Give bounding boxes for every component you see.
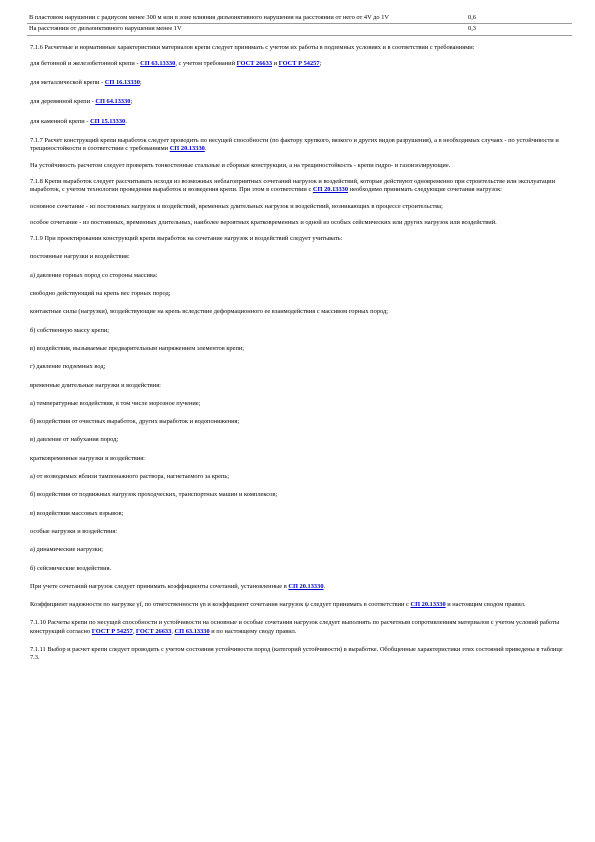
document-link[interactable]: СП 64.13330: [95, 98, 131, 106]
paragraph: [27, 546, 572, 554]
body-text: [27, 44, 572, 663]
paragraph: [27, 583, 572, 591]
paragraph-text: 7.1.8 Крепи выработок следует рассчитывать исходя из возможных неблагоприятных сочетаний нагрузок и воздействий, которые действуют одновременно при строительстве или эксплуатации выработок, с учетом технологии проведения выработок и возведения крепи. При этом в соответствии с: [30, 177, 556, 194]
paragraph-text: кратковременные нагрузки и воздействия:: [30, 454, 145, 462]
paragraph: [27, 253, 572, 261]
table-row: [27, 24, 572, 35]
paragraph-text: .: [323, 582, 326, 590]
paragraph-text: б) собственную массу крепи;: [30, 326, 110, 334]
paragraph-text: .: [125, 117, 127, 125]
paragraph: [27, 203, 572, 211]
document-link[interactable]: ГОСТ Р 54257: [91, 627, 133, 635]
paragraph-text: г) давление подземных вод;: [30, 363, 106, 371]
paragraph: [27, 327, 572, 335]
document-link[interactable]: СП 63.13330: [140, 59, 176, 67]
paragraph-text: и по настоящему своду правил.: [209, 627, 297, 635]
paragraph-text: контактные силы (нагрузки), воздействующие на крепь вследствие деформационного ее взаимодействия с массивом горных пород;: [30, 308, 389, 316]
paragraph: [27, 60, 572, 68]
paragraph: [27, 345, 572, 353]
paragraph: [27, 400, 572, 408]
document-link[interactable]: СП 20.13330: [410, 601, 446, 609]
paragraph: [27, 79, 572, 87]
paragraph: [27, 178, 572, 195]
paragraph: [27, 363, 572, 371]
paragraph-text: 7.1.7 Расчет конструкций крепи выработок следует проводить по несущей способности (по фактору хрупкого, вязкого и других видов разрушения), а в необходимых случаях - по устойчивости и трещиностойкости в соответствии с требованиями: [30, 137, 559, 153]
document-link[interactable]: ГОСТ Р 54257: [278, 59, 320, 67]
paragraph-text: для металлической крепи -: [30, 79, 105, 87]
paragraph: [27, 619, 572, 636]
paragraph-text: б) воздействия от очистных выработок, других выработок и водопонижения;: [30, 418, 240, 426]
paragraph-text: ,: [171, 627, 175, 635]
paragraph-text: .: [204, 145, 207, 153]
document-link[interactable]: ГОСТ 26633: [135, 627, 172, 635]
paragraph: [27, 137, 572, 154]
paragraph: [27, 162, 572, 170]
document-link[interactable]: ГОСТ 26633: [236, 59, 273, 67]
document-page: [27, 0, 572, 663]
paragraph-text: 7.1.9 При проектировании конструкций крепи выработок на сочетание нагрузок и воздействий следует учитывать:: [30, 235, 343, 243]
paragraph-text: и настоящим сводом правил.: [445, 601, 526, 609]
paragraph: [27, 382, 572, 390]
paragraph-text: ,: [132, 627, 136, 635]
paragraph-text: особые нагрузки и воздействия:: [30, 527, 118, 535]
paragraph-text: для бетонной и железобетонной крепи -: [30, 59, 141, 67]
paragraph-text: временные длительные нагрузки и воздействия:: [30, 381, 161, 389]
paragraph: [27, 491, 572, 499]
paragraph-text: основное сочетание - из постоянных нагрузок и воздействий, временных длительных нагрузок и воздействий, возникающих в процессе строительства;: [30, 202, 443, 210]
paragraph-text: ;: [139, 79, 142, 87]
table-cell-label: На расстоянии от дизъюнктивного нарушения менее 1V: [27, 24, 456, 35]
paragraph-text: необходимо принимать следующие сочетания нагрузок:: [348, 186, 502, 194]
paragraph-text: свободно действующий на крепь вес горных пород;: [30, 290, 171, 298]
table-cell-value: 0,6: [456, 13, 572, 24]
paragraph-text: а) от возводимых вблизи тампонажного раствора, нагнетаемого за крепь;: [30, 473, 230, 481]
paragraph: [27, 455, 572, 463]
paragraph-text: ;: [130, 98, 133, 106]
paragraph-text: а) температурные воздействия, в том числе морозное пучение;: [30, 399, 201, 407]
paragraph-text: и: [272, 59, 279, 67]
paragraph-text: а) динамические нагрузки;: [30, 546, 103, 554]
paragraph: [27, 118, 572, 126]
table-cell-label: В пластовом нарушении с радиусом менее 300 м или в зоне влияния дизъюнктивного нарушения на расстоянии от него от 4V до 1V: [27, 13, 456, 24]
paragraph: [27, 308, 572, 316]
paragraph: [27, 290, 572, 298]
paragraph-text: 7.1.6 Расчетные и нормативные характеристики материалов крепи следует принимать с учетом их работы в подземных условиях и в соответствии с требованиями:: [30, 43, 475, 51]
paragraph: [27, 510, 572, 518]
paragraph-text: б) воздействия от подвижных нагрузок проходческих, транспортных машин и комплексов;: [30, 491, 278, 499]
paragraph-text: При учете сочетаний нагрузок следует принимать коэффициенты сочетаний, установленные в: [30, 582, 289, 590]
paragraph: [27, 272, 572, 280]
paragraph: [27, 436, 572, 444]
paragraph: [27, 418, 572, 426]
paragraph: [27, 235, 572, 243]
paragraph-text: в) воздействия, вызываемые предварительным напряжением элементов крепи;: [30, 344, 245, 352]
paragraph: [27, 98, 572, 106]
document-link[interactable]: СП 20.13330: [169, 145, 205, 153]
paragraph-text: в) давление от набухания пород;: [30, 436, 119, 444]
paragraph-text: б) сейсмические воздействия.: [30, 564, 112, 572]
document-link[interactable]: СП 16.13330: [104, 79, 140, 87]
document-link[interactable]: СП 63.13330: [174, 627, 210, 635]
paragraph-text: 7.1.10 Расчеты крепи по несущей способности и устойчивости на основные и особые сочетания нагрузок следует выполнять по расчетным сопротивлениям материалов с учетом условий работы конструкций согласно: [30, 619, 560, 635]
table-row: [27, 13, 572, 24]
coefficient-table: [27, 13, 572, 36]
paragraph: [27, 646, 572, 663]
document-link[interactable]: СП 15.13330: [90, 117, 126, 125]
paragraph: [27, 565, 572, 573]
paragraph: [27, 473, 572, 481]
paragraph-text: в) воздействия массовых взрывов;: [30, 509, 124, 517]
paragraph-text: особое сочетание - из постоянных, временных длительных, наиболее вероятных кратковременных и одной из особых сейсмических или других нагрузок или воздействий.: [30, 218, 497, 226]
paragraph-text: Коэффициент надежности по нагрузке γf, по ответственности γn и коэффициент сочетания нагрузок ψ следует принимать в соответствии с: [30, 601, 411, 609]
paragraph-text: для деревянной крепи -: [30, 98, 96, 106]
table-cell-value: 0,3: [456, 24, 572, 35]
paragraph-text: , с учетом требований: [175, 59, 237, 67]
document-link[interactable]: СП 20.13330: [312, 186, 349, 194]
paragraph-text: для каменной крепи -: [30, 117, 91, 125]
paragraph-text: постоянные нагрузки и воздействия:: [30, 253, 130, 261]
paragraph-text: а) давление горных пород со стороны массива:: [30, 271, 158, 279]
paragraph: [27, 44, 572, 52]
paragraph-text: На устойчивость расчетом следует проверять тонкостенные стальные и сборные конструкции, а на трещиностойкость - крепи гидро- и газоизолирующие.: [30, 161, 451, 169]
paragraph: [27, 219, 572, 227]
paragraph: [27, 528, 572, 536]
paragraph-text: 7.1.11 Выбор и расчет крепи следует проводить с учетом состояния устойчивости пород (категорий устойчивости) в выработке. Обобщенные характеристики этих состояний приведены в таблице 7.3.: [30, 645, 563, 662]
paragraph: [27, 601, 572, 609]
document-link[interactable]: СП 20.13330: [288, 582, 324, 590]
paragraph-text: ;: [319, 59, 322, 67]
